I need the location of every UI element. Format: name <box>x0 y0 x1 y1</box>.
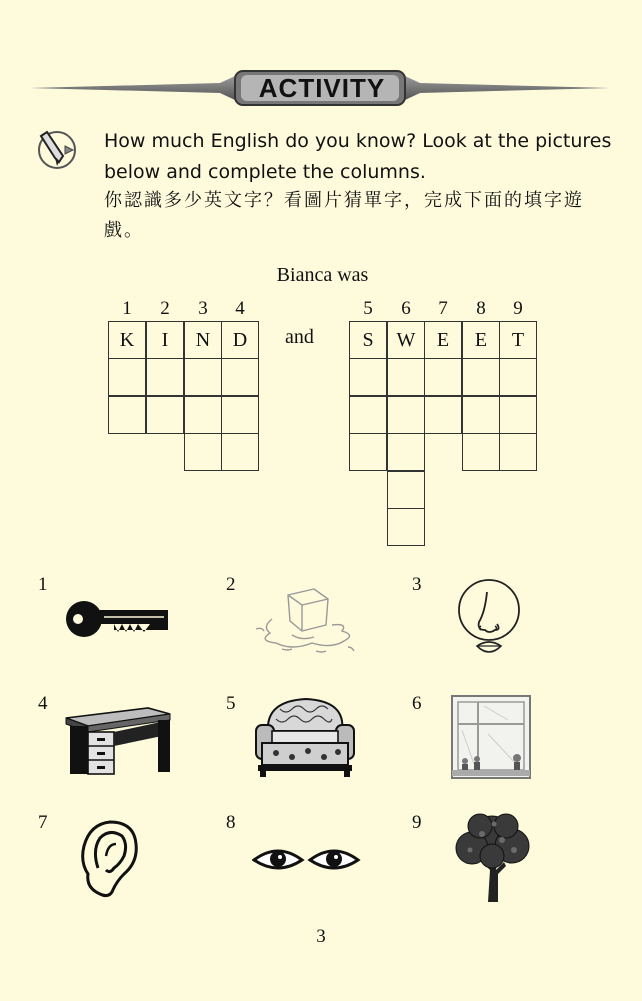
answer-cell[interactable] <box>108 396 146 434</box>
answer-cell[interactable] <box>108 358 146 396</box>
melting-ice-icon <box>252 585 360 657</box>
picture-number: 2 <box>226 574 236 595</box>
picture-number: 5 <box>226 693 236 714</box>
answer-cell[interactable] <box>499 396 537 434</box>
picture-number: 4 <box>38 693 48 714</box>
picture-number: 7 <box>38 812 48 833</box>
column-number: 8 <box>476 298 486 319</box>
column-number: 4 <box>235 298 245 319</box>
sofa-icon <box>252 695 358 779</box>
eyes-icon <box>252 842 362 876</box>
letter-cell: T <box>499 321 537 359</box>
answer-cell[interactable] <box>462 433 500 471</box>
answer-cell[interactable] <box>462 396 500 434</box>
letter-cell: S <box>349 321 387 359</box>
answer-cell[interactable] <box>184 396 222 434</box>
answer-cell[interactable] <box>349 433 387 471</box>
answer-cell[interactable] <box>499 433 537 471</box>
answer-cell[interactable] <box>349 396 387 434</box>
window-icon <box>448 694 534 782</box>
letter-cell: D <box>221 321 259 359</box>
answer-cell[interactable] <box>387 396 425 434</box>
letter-cell: E <box>462 321 500 359</box>
answer-cell[interactable] <box>221 396 259 434</box>
tree-icon <box>452 812 534 904</box>
answer-cell[interactable] <box>424 396 462 434</box>
column-number: 1 <box>122 298 132 319</box>
puzzle-intro: Bianca was <box>276 264 369 286</box>
column-number: 2 <box>160 298 170 319</box>
answer-cell[interactable] <box>184 358 222 396</box>
answer-cell[interactable] <box>387 471 425 509</box>
answer-cell[interactable] <box>184 433 222 471</box>
ear-icon <box>78 818 142 898</box>
answer-cell[interactable] <box>387 358 425 396</box>
nose-face-icon <box>455 574 523 664</box>
answer-cell[interactable] <box>146 396 184 434</box>
connector-word: and <box>285 326 314 348</box>
picture-number: 6 <box>412 693 422 714</box>
instruction-english: How much English do you know? Look at the pictures below and complete the columns. <box>104 130 612 183</box>
answer-cell[interactable] <box>221 358 259 396</box>
answer-cell[interactable] <box>387 433 425 471</box>
answer-cell[interactable] <box>499 358 537 396</box>
pencil-icon <box>33 128 77 172</box>
key-icon <box>64 592 172 646</box>
letter-cell: E <box>424 321 462 359</box>
answer-cell[interactable] <box>462 358 500 396</box>
answer-cell[interactable] <box>349 358 387 396</box>
activity-title: ACTIVITY <box>258 72 386 103</box>
column-number: 9 <box>513 298 523 319</box>
column-number: 6 <box>401 298 411 319</box>
letter-cell: K <box>108 321 146 359</box>
letter-cell: N <box>184 321 222 359</box>
answer-cell[interactable] <box>221 433 259 471</box>
column-number: 5 <box>363 298 373 319</box>
picture-number: 3 <box>412 574 422 595</box>
picture-number: 8 <box>226 812 236 833</box>
answer-cell[interactable] <box>424 358 462 396</box>
column-number: 7 <box>438 298 448 319</box>
letter-cell: I <box>146 321 184 359</box>
desk-icon <box>62 706 174 776</box>
picture-number: 1 <box>38 574 48 595</box>
column-number: 3 <box>198 298 208 319</box>
answer-cell[interactable] <box>146 358 184 396</box>
instruction-chinese: 你認識多少英文字？看圖片猜單字，完成下面的填字遊戲。 <box>104 190 584 241</box>
page-number: 3 <box>316 926 326 947</box>
answer-cell[interactable] <box>387 508 425 546</box>
picture-number: 9 <box>412 812 422 833</box>
letter-cell: W <box>387 321 425 359</box>
